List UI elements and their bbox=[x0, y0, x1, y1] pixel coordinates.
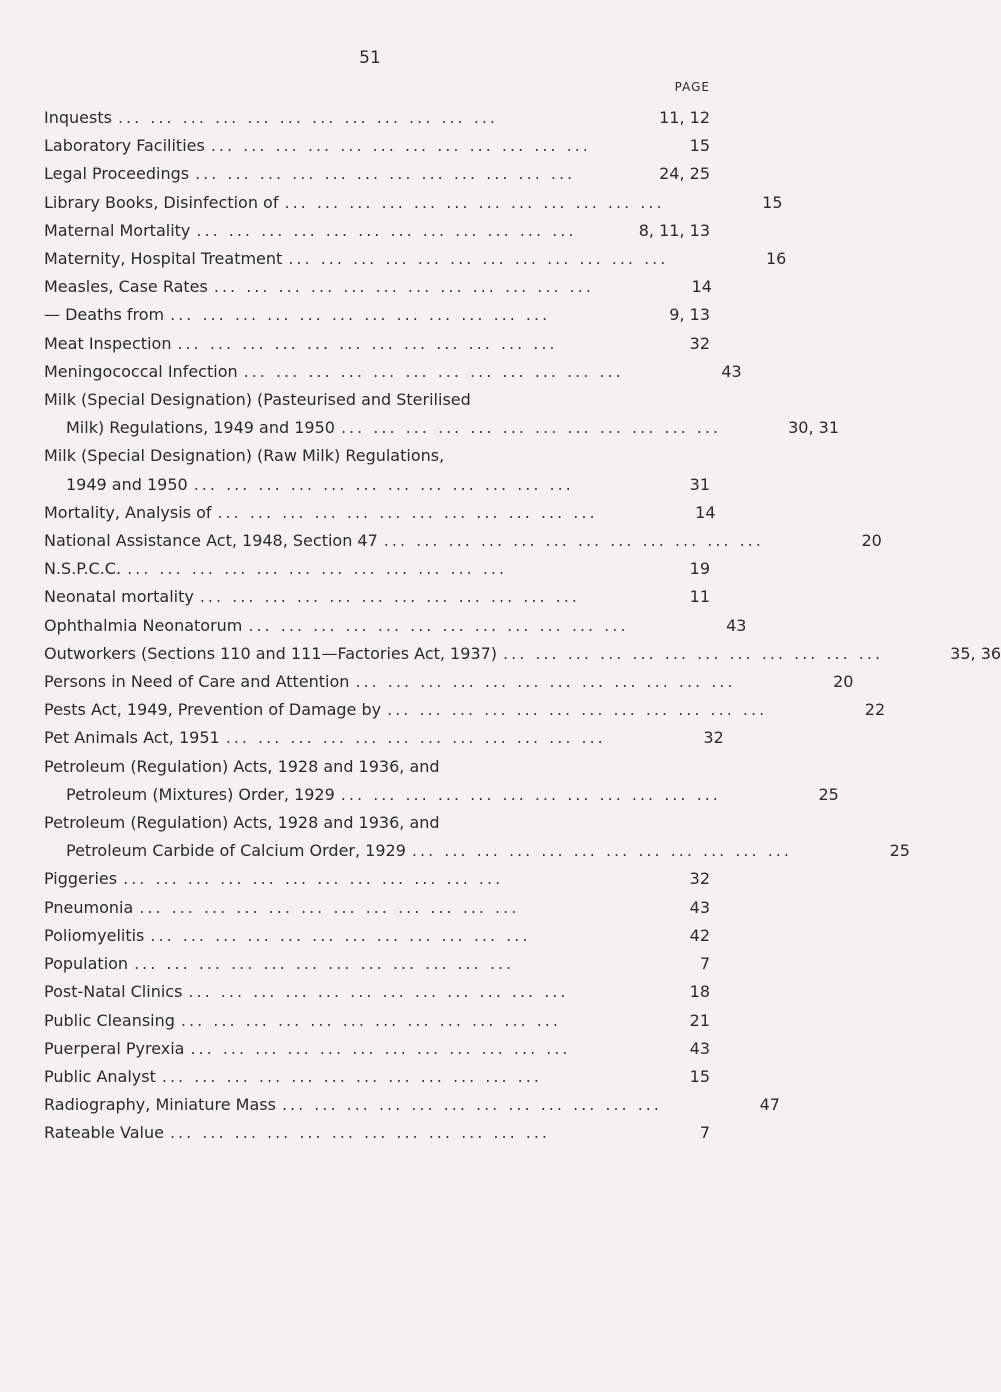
index-entry bbox=[44, 753, 839, 809]
index-entry-label: Neonatal mortality bbox=[44, 587, 194, 607]
index-entry-label: — Deaths from bbox=[44, 305, 165, 325]
leader-dots: ... ... ... ... ... ... ... ... ... ... ... ... bbox=[387, 700, 768, 720]
index-entry-pages: 16 bbox=[766, 249, 787, 269]
index-entry-line2 bbox=[44, 414, 839, 442]
index-entry-label: Maternity, Hospital Treatment bbox=[44, 249, 283, 269]
index-entry-label-line1: Milk (Special Designation) (Pasteurised and Sterilised bbox=[44, 390, 471, 410]
index-entry bbox=[44, 386, 839, 442]
index-entry bbox=[44, 189, 783, 217]
index-entry-pages: 21 bbox=[689, 1010, 710, 1030]
leader-dots: ... ... ... ... ... ... ... ... ... ... ... ... bbox=[169, 1123, 551, 1143]
leader-dots: ... ... ... ... ... ... ... ... ... ... ... ... bbox=[225, 728, 606, 748]
index-entry-label: Persons in Need of Care and Attention bbox=[44, 672, 350, 692]
index-entry bbox=[44, 245, 787, 273]
index-entry-label: Meat Inspection bbox=[44, 333, 172, 353]
index-entry-label-line1: Milk (Special Designation) (Raw Milk) Regulations, bbox=[44, 446, 445, 466]
index-entry-pages: 11 bbox=[689, 587, 710, 607]
index-entry-pages: 7 bbox=[699, 954, 710, 974]
leader-dots: ... ... ... ... ... ... ... ... ... ... ... ... bbox=[217, 502, 598, 522]
leader-dots: ... ... ... ... ... ... ... ... ... ... ... ... bbox=[195, 164, 576, 184]
index-entry-label: Population bbox=[44, 954, 129, 974]
index-entry-line2 bbox=[44, 837, 910, 865]
index-entry-line2 bbox=[44, 471, 710, 499]
index-entry bbox=[44, 330, 710, 358]
leader-dots: ... ... ... ... ... ... ... ... ... ... ... ... bbox=[170, 305, 551, 325]
index-entry-pages: 31 bbox=[689, 474, 710, 494]
index-entry-pages: 20 bbox=[833, 672, 854, 692]
index-entry-label: Legal Proceedings bbox=[44, 164, 190, 184]
index-entry-pages: 14 bbox=[695, 502, 716, 522]
index-entry bbox=[44, 894, 710, 922]
index-entry-label: Public Analyst bbox=[44, 1066, 156, 1086]
index-entry bbox=[44, 104, 710, 132]
index-entry-pages: 20 bbox=[861, 531, 882, 551]
index-entry bbox=[44, 1035, 710, 1063]
index-entry-label: Outworkers (Sections 110 and 111—Factories Act, 1937) bbox=[44, 643, 498, 663]
leader-dots: ... ... ... ... ... ... ... ... ... ... ... ... bbox=[210, 136, 591, 156]
leader-dots: ... ... ... ... ... ... ... ... ... ... ... ... bbox=[134, 954, 515, 974]
index-entry bbox=[44, 922, 710, 950]
index-entry bbox=[44, 555, 710, 583]
index-entry bbox=[44, 132, 710, 160]
leader-dots: ... ... ... ... ... ... ... ... ... ... ... ... bbox=[281, 1095, 662, 1115]
index-entry-label-line2: Petroleum Carbide of Calcium Order, 1929 bbox=[66, 841, 406, 861]
index-entry bbox=[44, 358, 742, 386]
index-entry-label-line2: Milk) Regulations, 1949 and 1950 bbox=[66, 418, 335, 438]
leader-dots: ... ... ... ... ... ... ... ... ... ... ... ... bbox=[190, 1038, 571, 1058]
index-entry-pages: 14 bbox=[691, 277, 712, 297]
index-entry-label-line1: Petroleum (Regulation) Acts, 1928 and 1936, and bbox=[44, 756, 440, 776]
page-number: 51 bbox=[359, 48, 381, 68]
index-entry bbox=[44, 442, 710, 498]
index-entry-label: Rateable Value bbox=[44, 1123, 164, 1143]
leader-dots: ... ... ... ... ... ... ... ... ... ... ... ... bbox=[284, 192, 665, 212]
index-entry-label: N.S.P.C.C. bbox=[44, 559, 122, 579]
index-entry bbox=[44, 301, 710, 329]
index-entry-pages: 30, 31 bbox=[788, 418, 839, 438]
index-entry-pages: 43 bbox=[689, 1038, 710, 1058]
leader-dots: ... ... ... ... ... ... ... ... ... ... ... ... bbox=[355, 672, 736, 692]
index-entry-pages: 43 bbox=[721, 361, 742, 381]
index-entry-label: Meningococcal Infection bbox=[44, 361, 238, 381]
index-entry-label: Ophthalmia Neonatorum bbox=[44, 615, 243, 635]
index-entry-pages: 35, 36 bbox=[950, 643, 1001, 663]
index-entry-pages: 15 bbox=[689, 1066, 710, 1086]
index-entry bbox=[44, 724, 724, 752]
leader-dots: ... ... ... ... ... ... ... ... ... ... ... ... bbox=[117, 108, 498, 127]
leader-dots: ... ... ... ... ... ... ... ... ... ... ... ... bbox=[127, 559, 508, 579]
leader-dots: ... ... ... ... ... ... ... ... ... ... ... ... bbox=[383, 531, 764, 551]
index-entry-label: Public Cleansing bbox=[44, 1010, 175, 1030]
index-entry bbox=[44, 640, 1001, 668]
leader-dots: ... ... ... ... ... ... ... ... ... ... ... ... bbox=[340, 418, 721, 438]
leader-dots: ... ... ... ... ... ... ... ... ... ... ... ... bbox=[180, 1010, 561, 1030]
index-entry bbox=[44, 1091, 780, 1119]
index-entry bbox=[44, 217, 710, 245]
index-entry-label: Radiography, Miniature Mass bbox=[44, 1095, 276, 1115]
index-entry-pages: 25 bbox=[818, 784, 839, 804]
index-entry-label: Post-Natal Clinics bbox=[44, 982, 183, 1002]
index-entry-label: Pet Animals Act, 1951 bbox=[44, 728, 220, 748]
index-entry bbox=[44, 583, 710, 611]
index-entry-pages: 24, 25 bbox=[659, 164, 710, 184]
index-entry-pages: 32 bbox=[689, 869, 710, 889]
index-entry bbox=[44, 612, 747, 640]
index-entry bbox=[44, 809, 910, 865]
index-entry-pages: 15 bbox=[762, 192, 783, 212]
index-entry-pages: 32 bbox=[689, 333, 710, 353]
leader-dots: ... ... ... ... ... ... ... ... ... ... ... ... bbox=[150, 925, 531, 945]
index-entry bbox=[44, 499, 716, 527]
leader-dots: ... ... ... ... ... ... ... ... ... ... ... ... bbox=[188, 982, 569, 1002]
leader-dots: ... ... ... ... ... ... ... ... ... ... ... ... bbox=[411, 841, 792, 861]
index-entry bbox=[44, 950, 710, 978]
index-entry-label: Puerperal Pyrexia bbox=[44, 1038, 185, 1058]
index-entry-pages: 32 bbox=[703, 728, 724, 748]
index-entry-label: Pests Act, 1949, Prevention of Damage by bbox=[44, 700, 382, 720]
index-entry bbox=[44, 273, 710, 301]
leader-dots: ... ... ... ... ... ... ... ... ... ... ... ... bbox=[193, 474, 574, 494]
index-entry-label: Pneumonia bbox=[44, 897, 134, 917]
leader-dots: ... ... ... ... ... ... ... ... ... ... ... ... bbox=[243, 361, 624, 381]
index-entry-label: National Assistance Act, 1948, Section 47 bbox=[44, 531, 378, 551]
index-entry bbox=[44, 527, 882, 555]
index-entry-pages: 18 bbox=[689, 982, 710, 1002]
index-entry-label: Library Books, Disinfection of bbox=[44, 192, 279, 212]
leader-dots: ... ... ... ... ... ... ... ... ... ... ... ... bbox=[123, 869, 504, 889]
leader-dots: ... ... ... ... ... ... ... ... ... ... ... ... bbox=[288, 249, 669, 269]
index-entry bbox=[44, 160, 710, 188]
index-entry-label: Laboratory Facilities bbox=[44, 136, 205, 156]
index-entry-pages: 43 bbox=[726, 615, 747, 635]
index-list bbox=[44, 104, 1001, 1148]
index-entry-pages: 19 bbox=[689, 559, 710, 579]
index-entry bbox=[44, 865, 710, 893]
leader-dots: ... ... ... ... ... ... ... ... ... ... ... ... bbox=[248, 615, 629, 635]
leader-dots: ... ... ... ... ... ... ... ... ... ... ... ... bbox=[139, 897, 520, 917]
index-entry bbox=[44, 1119, 710, 1147]
leader-dots: ... ... ... ... ... ... ... ... ... ... ... ... bbox=[196, 220, 577, 240]
index-entry-pages: 7 bbox=[699, 1123, 710, 1143]
index-entry-pages: 22 bbox=[864, 700, 886, 720]
index-entry-label-line2: 1949 and 1950 bbox=[66, 474, 188, 494]
index-entry-pages: 43 bbox=[689, 897, 710, 917]
index-entry bbox=[44, 668, 854, 696]
leader-dots: ... ... ... ... ... ... ... ... ... ... ... ... bbox=[161, 1066, 542, 1086]
index-entry-line2 bbox=[44, 781, 839, 809]
index-entry-pages: 25 bbox=[889, 841, 910, 861]
leader-dots: ... ... ... ... ... ... ... ... ... ... ... ... bbox=[199, 587, 580, 607]
index-entry bbox=[44, 1007, 710, 1035]
index-entry bbox=[44, 978, 710, 1006]
index-entry-label: Poliomyelitis bbox=[44, 925, 145, 945]
index-entry-pages: 15 bbox=[689, 136, 710, 156]
index-entry-pages: 11, 12 bbox=[659, 108, 710, 127]
index-entry-label: Measles, Case Rates bbox=[44, 277, 208, 297]
index-entry-label-line1: Petroleum (Regulation) Acts, 1928 and 1936, and bbox=[44, 813, 440, 833]
index-entry-pages: 42 bbox=[689, 925, 710, 945]
leader-dots: ... ... ... ... ... ... ... ... ... ... ... ... bbox=[503, 643, 884, 663]
index-entry-label: Piggeries bbox=[44, 869, 118, 889]
index-entry-label: Mortality, Analysis of bbox=[44, 502, 212, 522]
leader-dots: ... ... ... ... ... ... ... ... ... ... ... ... bbox=[340, 784, 721, 804]
leader-dots: ... ... ... ... ... ... ... ... ... ... ... ... bbox=[213, 277, 594, 297]
index-entry-label: Maternal Mortality bbox=[44, 220, 191, 240]
index-entry-pages: 8, 11, 13 bbox=[638, 220, 710, 240]
index-entry-label: Inquests bbox=[44, 108, 112, 127]
index-entry-pages: 47 bbox=[759, 1095, 780, 1115]
index-entry-label-line2: Petroleum (Mixtures) Order, 1929 bbox=[66, 784, 335, 804]
leader-dots: ... ... ... ... ... ... ... ... ... ... ... ... bbox=[177, 333, 558, 353]
page-column-header: PAGE bbox=[674, 80, 710, 94]
index-entry-pages: 9, 13 bbox=[669, 305, 710, 325]
index-entry bbox=[44, 696, 886, 724]
index-entry bbox=[44, 1063, 710, 1091]
